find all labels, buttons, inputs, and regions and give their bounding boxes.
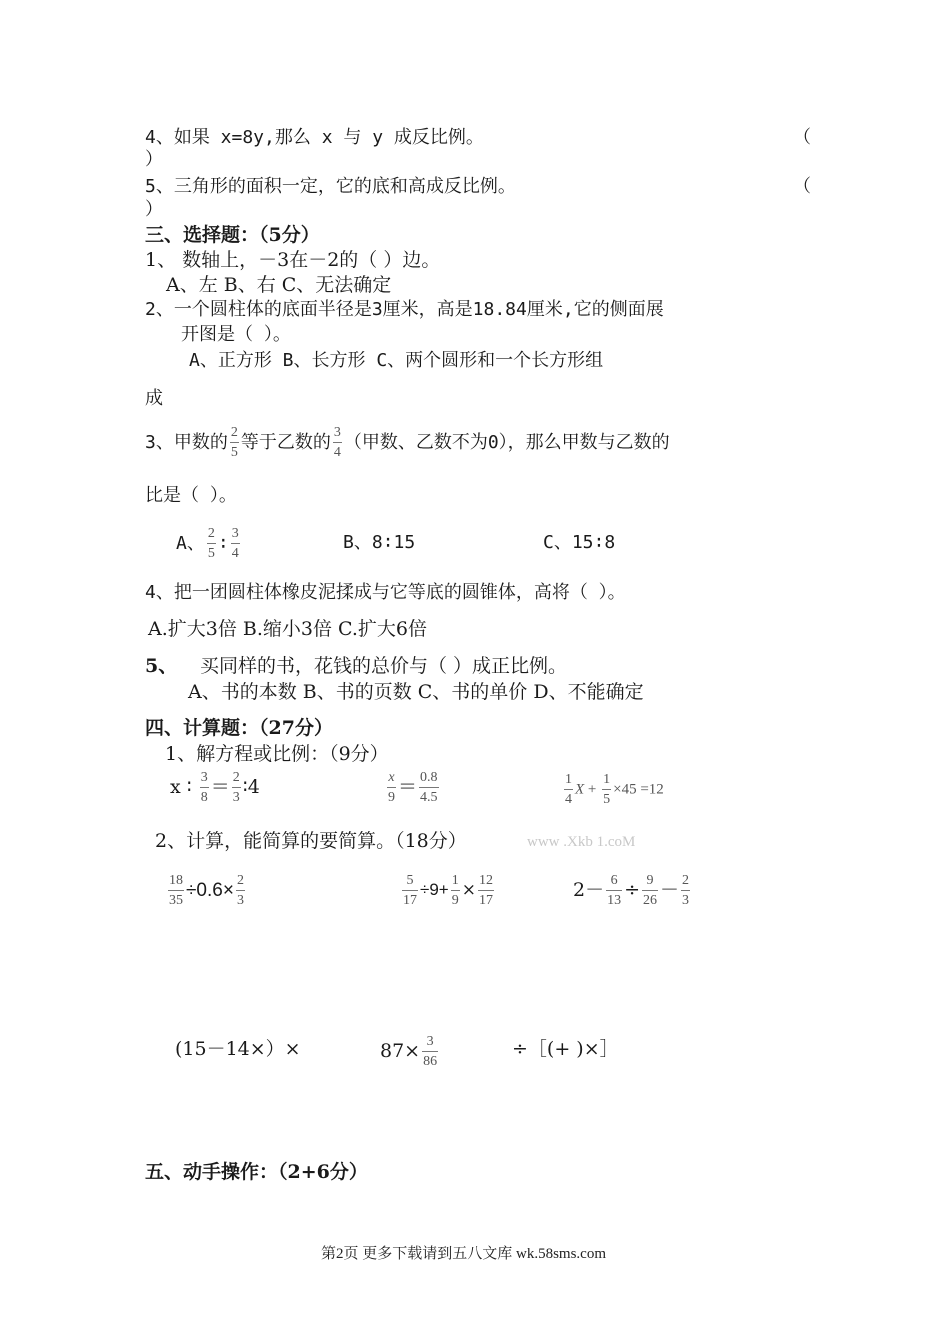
q2-stem-line1: 2、一个圆柱体的底面半径是3厘米，高是18.84厘米,它的侧面展 (145, 299, 664, 320)
q3-part2: 等于乙数的 (240, 432, 331, 453)
tf-item-5: 5、三角形的面积一定，它的底和高成反比例。 (145, 176, 516, 197)
equation-1: x ∶ $\frac{3}{8}$ ＝ $\frac{2}{3}$ ∶4 (170, 770, 260, 805)
eq1-fraction-1: $\frac{3}{8}$ (200, 770, 208, 805)
section5-heading: 五、动手操作：（2+6分） (145, 1161, 368, 1183)
calc1-fraction-1: $\frac{18}{35}$ (169, 873, 183, 908)
calc3-fraction-1: $\frac{6}{13}$ (607, 873, 622, 908)
equation-3: $\frac{1}{4}$ X + $\frac{1}{5}$ ×45 =12 (565, 772, 664, 807)
q3-option-a: A、 $\frac{2}{5}$ ∶ $\frac{3}{4}$ (176, 526, 239, 561)
equation-2: $\frac{x}{9}$ ＝ $\frac{0.8}{4.5}$ (388, 770, 438, 805)
calc2-fraction-3: $\frac{12}{17}$ (478, 872, 493, 908)
watermark: www .Xkb 1.coM (527, 834, 636, 850)
tf-item-4-paren-close: ） (145, 149, 163, 170)
calc-3: 2－ $\frac{6}{13}$ ÷ $\frac{9}{26}$ － $\frac{2}{3}$ (573, 873, 690, 908)
q2-stem-line2: 开图是（ ）。 (181, 324, 291, 345)
q3-option-a-fraction-2: $\frac{3}{4}$ (231, 526, 239, 561)
q3-fraction-2: $\frac{3}{4}$ (333, 425, 341, 460)
calc5-fraction: $\frac{3}{86}$ (423, 1034, 438, 1069)
q3-option-a-fraction-1: $\frac{2}{5}$ (207, 526, 215, 561)
q4-options: A.扩大3倍 B.缩小3倍 C.扩大6倍 (148, 618, 428, 640)
section4-heading: 四、计算题：（27分） (145, 717, 333, 739)
calc-1: $\frac{18}{35}$ ÷0.6× $\frac{2}{3}$ (169, 873, 244, 908)
q3-option-b: B、8∶15 (343, 532, 416, 553)
section4-sub1: 1、解方程或比例：（9分） (165, 743, 389, 765)
eq3-fraction-1: $\frac{1}{4}$ (565, 772, 572, 807)
q3-part1: 3、甲数的 (145, 432, 228, 453)
eq2-fraction-2: $\frac{0.8}{4.5}$ (420, 770, 438, 805)
q2-options-line2: 成 (145, 388, 163, 409)
tf-item-4: 4、如果 x=8y,那么 x 与 y 成反比例。 (145, 127, 484, 148)
tf-item-5-paren-open: （ (793, 176, 811, 197)
page-footer: 第2页 更多下载请到五八文库 wk.58sms.com (321, 1246, 607, 1262)
eq3-fraction-2: $\frac{1}{5}$ (603, 772, 611, 807)
q1-options: A、左 B、右 C、无法确定 (166, 274, 392, 296)
calc-2: $\frac{5}{17}$ ÷9+ $\frac{1}{9}$ × $\frac{12}{17}$ (403, 872, 493, 908)
eq1-fraction-2: $\frac{2}{3}$ (232, 770, 240, 805)
eq2-fraction-1: $\frac{x}{9}$ (388, 770, 395, 805)
q5-options: A、书的本数 B、书的页数 C、书的单价 D、不能确定 (188, 681, 644, 703)
q5-number: 5、 (145, 655, 178, 677)
calc3-fraction-3: $\frac{2}{3}$ (682, 873, 690, 908)
q5-stem: 买同样的书，花钱的总价与（ ）成正比例。 (200, 655, 568, 677)
calc-5: 87× $\frac{3}{86}$ (380, 1034, 438, 1069)
calc2-fraction-2: $\frac{1}{9}$ (451, 872, 459, 908)
calc3-fraction-2: $\frac{9}{26}$ (643, 873, 658, 908)
q3-stem-line2: 比是（ ）。 (145, 485, 237, 506)
calc1-fraction-2: $\frac{2}{3}$ (236, 873, 244, 908)
tf-item-5-paren-close: ） (145, 199, 163, 220)
q3-option-c: C、15∶8 (543, 532, 616, 553)
section4-sub2: 2、计算，能简算的要简算。（18分） (155, 830, 467, 852)
calc2-fraction-1: $\frac{5}{17}$ (403, 872, 417, 908)
q2-options-line1: A、正方形 B、长方形 C、两个圆形和一个长方形组 (189, 350, 604, 371)
q3-fraction-1: $\frac{2}{5}$ (230, 425, 238, 460)
section3-heading: 三、选择题：（5分） (145, 224, 320, 246)
q3-part3: （甲数、乙数不为0），那么甲数与乙数的 (343, 432, 670, 453)
q1-stem: 1、 数轴上，－3在－2的（ ）边。 (145, 249, 441, 271)
calc-4: (15－14×）× (175, 1038, 301, 1060)
tf-item-4-paren-open: （ (793, 127, 811, 148)
q4-stem: 4、把一团圆柱体橡皮泥揉成与它等底的圆锥体，高将（ ）。 (145, 582, 626, 603)
calc-6: ÷［(+ )×］ (512, 1038, 619, 1060)
q3-stem-line1 (145, 426, 670, 460)
